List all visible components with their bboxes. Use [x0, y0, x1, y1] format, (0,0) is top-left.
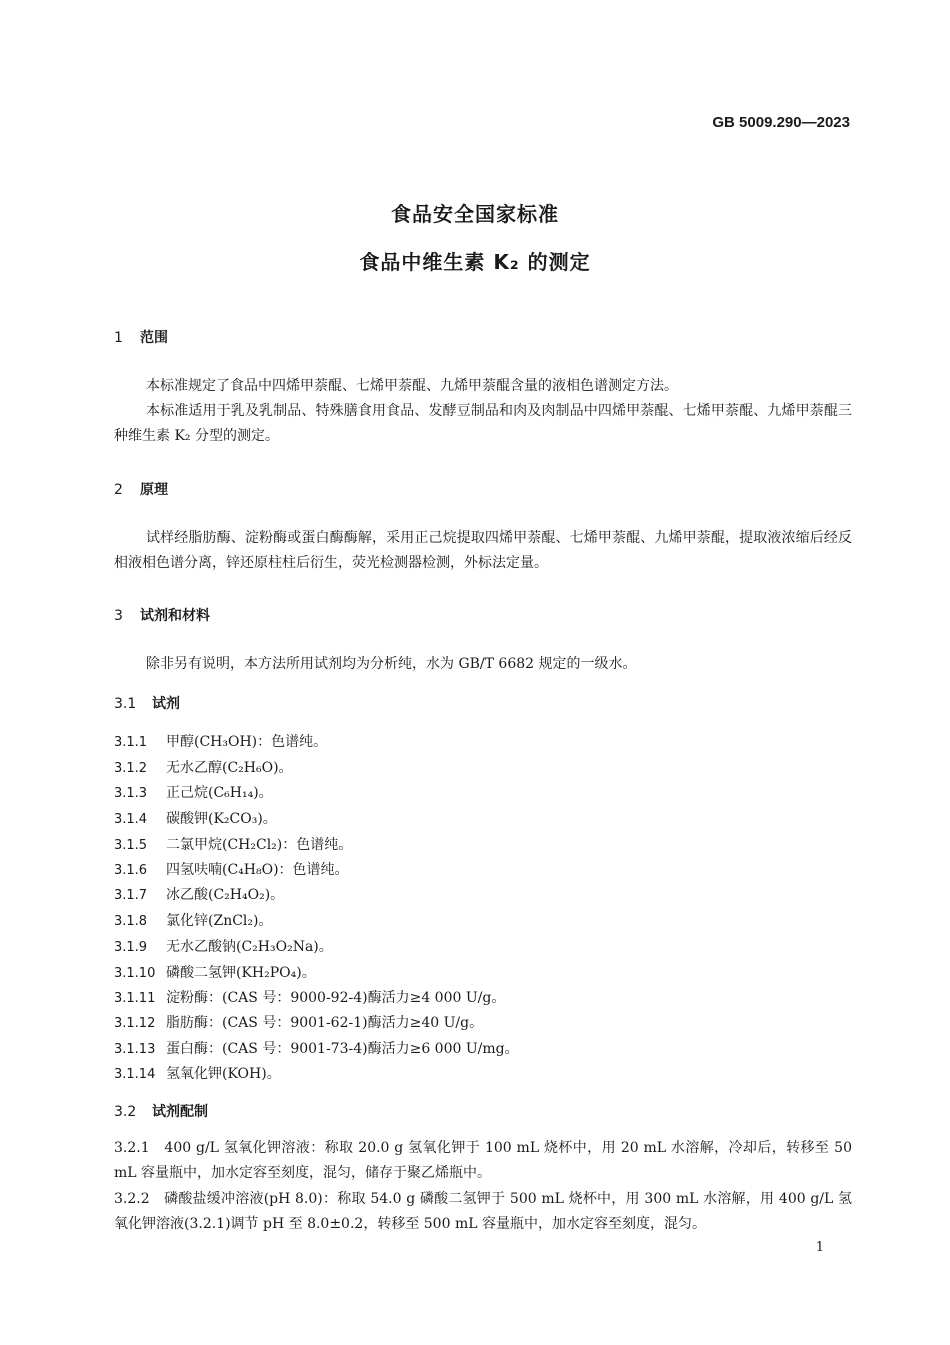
item-text: 蛋白酶：(CAS 号：9001-73-4)酶活力≥6 000 U/mg。	[166, 1041, 519, 1057]
subsection-title: 试剂	[152, 696, 180, 712]
item-text: 二氯甲烷(CH₂Cl₂)：色谱纯。	[166, 837, 353, 853]
item-text: 淀粉酶：(CAS 号：9000-92-4)酶活力≥4 000 U/g。	[166, 990, 506, 1006]
reagent-item	[114, 884, 284, 904]
section-number: 2	[114, 482, 123, 498]
item-text: 冰乙酸(C₂H₄O₂)。	[166, 887, 285, 903]
item-number: 3.1.6	[114, 863, 148, 878]
item-number: 3.1.7	[114, 888, 148, 903]
subsection-heading-reagents	[114, 693, 180, 713]
preparation-3-2-1: 3.2.1 400 g/L 氢氧化钾溶液：称取 20.0 g 氢氧化钾于 100 mL 烧杯中，用 20 mL 水溶解，冷却后，转移至 50 mL 容量瓶中，加水定容至刻度，混匀，储存于聚乙烯瓶中。	[114, 1140, 852, 1181]
item-number: 3.1.14	[114, 1067, 156, 1082]
section-number: 1	[114, 330, 123, 346]
reagent-item	[114, 782, 273, 802]
scope-paragraph-1: 本标准规定了食品中四烯甲萘醌、七烯甲萘醌、九烯甲萘醌含量的液相色谱测定方法。	[146, 378, 678, 394]
reagent-item	[114, 808, 277, 828]
reagent-item	[114, 859, 349, 879]
section-heading-reagents	[114, 605, 210, 625]
reagent-item	[114, 731, 327, 751]
reagent-item	[114, 834, 352, 854]
page-number: 1	[815, 1240, 824, 1255]
item-number: 3.1.8	[114, 914, 148, 929]
item-text: 碳酸钾(K₂CO₃)。	[166, 811, 277, 827]
reagent-item	[114, 936, 333, 956]
subsection-title: 试剂配制	[152, 1104, 208, 1120]
principle-paragraph: 试样经脂肪酶、淀粉酶或蛋白酶酶解，采用正己烷提取四烯甲萘醌、七烯甲萘醌、九烯甲萘醌，提取液浓缩后经反相液相色谱分离，锌还原柱柱后衍生，荧光检测器检测，外标法定量。	[114, 530, 852, 571]
item-number: 3.1.5	[114, 838, 148, 853]
item-text: 氢氧化钾(KOH)。	[166, 1066, 281, 1082]
standard-code: GB 5009.290—2023	[712, 114, 850, 131]
reagent-item	[114, 987, 505, 1007]
reagent-item	[114, 962, 316, 982]
item-number: 3.1.4	[114, 812, 148, 827]
item-number: 3.1.12	[114, 1016, 156, 1031]
section-number: 3	[114, 608, 123, 624]
reagent-item	[114, 1063, 281, 1083]
item-text: 脂肪酶：(CAS 号：9001-62-1)酶活力≥40 U/g。	[166, 1015, 484, 1031]
item-text: 无水乙醇(C₂H₆O)。	[166, 760, 293, 776]
section-title: 试剂和材料	[140, 608, 210, 624]
reagent-item	[114, 757, 293, 777]
item-text: 无水乙酸钠(C₂H₃O₂Na)。	[166, 939, 333, 955]
section-heading-scope	[114, 327, 168, 347]
item-number: 3.1.3	[114, 786, 148, 801]
reagent-item	[114, 910, 272, 930]
section-title: 原理	[140, 482, 168, 498]
item-text: 氯化锌(ZnCl₂)。	[166, 913, 273, 929]
reagent-item	[114, 1038, 519, 1058]
reagent-item	[114, 1012, 483, 1032]
item-number: 3.1.2	[114, 761, 148, 776]
scope-paragraph-2: 本标准适用于乳及乳制品、特殊膳食用食品、发酵豆制品和肉及肉制品中四烯甲萘醌、七烯甲萘醌、九烯甲萘醌三种维生素 K₂ 分型的测定。	[114, 403, 852, 444]
item-text: 磷酸二氢钾(KH₂PO₄)。	[166, 965, 316, 981]
reagents-intro: 除非另有说明，本方法所用试剂均为分析纯，水为 GB/T 6682 规定的一级水。	[146, 656, 637, 672]
section-title: 范围	[140, 330, 168, 346]
item-number: 3.1.1	[114, 735, 148, 750]
item-text: 甲醇(CH₃OH)：色谱纯。	[166, 734, 328, 750]
document-title: 食品安全国家标准	[391, 202, 559, 226]
item-text: 正己烷(C₆H₁₄)。	[166, 785, 273, 801]
preparation-3-2-2: 3.2.2 磷酸盐缓冲溶液(pH 8.0)：称取 54.0 g 磷酸二氢钾于 500 mL 烧杯中，用 300 mL 水溶解，用 400 g/L 氢氧化钾溶液(3.2.1)调节 pH 至 8.0±0.2，转移至 500 mL 容量瓶中，加水定容至刻度，混匀。	[114, 1191, 852, 1232]
item-number: 3.1.9	[114, 940, 148, 955]
subsection-number: 3.1	[114, 696, 137, 712]
item-number: 3.1.11	[114, 991, 156, 1006]
subsection-heading-preparation	[114, 1101, 208, 1121]
document-subtitle: 食品中维生素 K₂ 的测定	[359, 250, 591, 274]
subsection-number: 3.2	[114, 1104, 137, 1120]
section-heading-principle	[114, 479, 168, 499]
item-number: 3.1.13	[114, 1042, 156, 1057]
item-text: 四氢呋喃(C₄H₈O)：色谱纯。	[166, 862, 349, 878]
item-number: 3.1.10	[114, 966, 156, 981]
